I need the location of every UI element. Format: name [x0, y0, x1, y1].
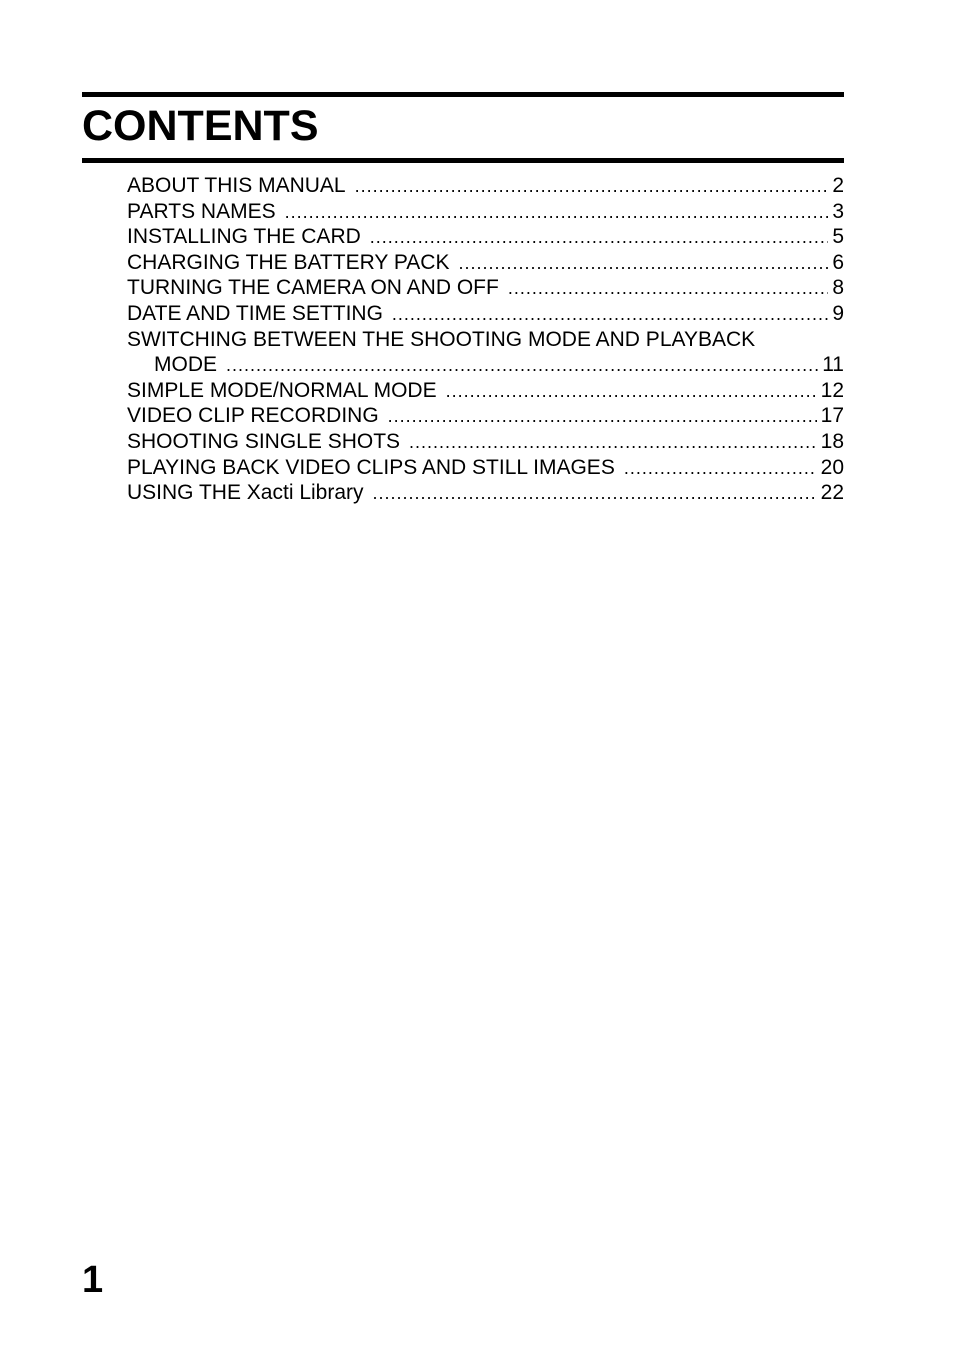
toc-entry-page: 18	[820, 429, 844, 453]
toc-entry-label: SHOOTING SINGLE SHOTS	[127, 429, 401, 453]
toc-entry-page: 3	[832, 199, 844, 223]
toc-entry-installing-the-card[interactable]	[127, 224, 844, 250]
toc-entry-date-and-time-setting[interactable]	[127, 301, 844, 327]
toc-entry-playing-back[interactable]	[127, 455, 844, 481]
title-rule-bottom	[82, 158, 844, 163]
page-title: CONTENTS	[82, 102, 319, 150]
toc-entry-page: 17	[820, 404, 844, 428]
toc-entry-label: PARTS NAMES	[127, 199, 276, 223]
toc-entry-page: 5	[832, 225, 844, 249]
dot-leader	[355, 174, 829, 200]
dot-leader	[392, 302, 828, 328]
toc-entry-label: DATE AND TIME SETTING	[127, 301, 383, 325]
toc-entry-page: 20	[820, 455, 844, 479]
toc-entry-turning-the-camera-on-and-off[interactable]	[127, 275, 844, 301]
toc-entry-label: TURNING THE CAMERA ON AND OFF	[127, 276, 499, 300]
toc-entry-label: ABOUT THIS MANUAL	[127, 174, 346, 197]
dot-leader	[446, 379, 817, 405]
toc-entry-page: 11	[822, 353, 844, 377]
dot-leader	[624, 456, 817, 482]
toc-entry-label: VIDEO CLIP RECORDING	[127, 404, 379, 428]
dot-leader	[226, 353, 818, 379]
toc-entry-label: USING THE Xacti Library	[127, 481, 364, 505]
dot-leader	[508, 276, 829, 302]
toc-entry-page: 2	[832, 174, 844, 197]
toc-entry-label: CHARGING THE BATTERY PACK	[127, 250, 450, 274]
toc-entry-about-this-manual[interactable]	[127, 173, 844, 199]
toc-entry-page: 22	[820, 481, 844, 505]
dot-leader	[285, 200, 829, 226]
dot-leader	[388, 404, 817, 430]
page-number: 1	[82, 1259, 104, 1301]
table-of-contents	[127, 173, 844, 506]
toc-entry-shooting-single-shots[interactable]	[127, 429, 844, 455]
toc-entry-simple-mode-normal-mode[interactable]	[127, 378, 844, 404]
dot-leader	[409, 430, 817, 456]
toc-entry-video-clip-recording[interactable]	[127, 403, 844, 429]
toc-entry-page: 9	[832, 301, 844, 325]
toc-entry-page: 6	[832, 250, 844, 274]
toc-entry-switching-modes[interactable]	[127, 327, 844, 378]
toc-entry-label-continued: MODE	[154, 353, 217, 377]
toc-entry-page: 12	[820, 378, 844, 402]
toc-entry-label: SIMPLE MODE/NORMAL MODE	[127, 378, 437, 402]
dot-leader	[370, 225, 829, 251]
toc-entry-label: PLAYING BACK VIDEO CLIPS AND STILL IMAGES	[127, 455, 615, 479]
toc-entry-label: SWITCHING BETWEEN THE SHOOTING MODE AND PLAYBACK	[127, 327, 756, 351]
dot-leader	[458, 251, 828, 277]
title-rule-top	[82, 92, 844, 97]
toc-entry-using-xacti-library[interactable]	[127, 480, 844, 506]
dot-leader	[373, 481, 817, 507]
toc-entry-charging-the-battery-pack[interactable]	[127, 250, 844, 276]
toc-entry-parts-names[interactable]	[127, 199, 844, 225]
toc-entry-label: INSTALLING THE CARD	[127, 225, 361, 249]
toc-entry-page: 8	[832, 276, 844, 300]
